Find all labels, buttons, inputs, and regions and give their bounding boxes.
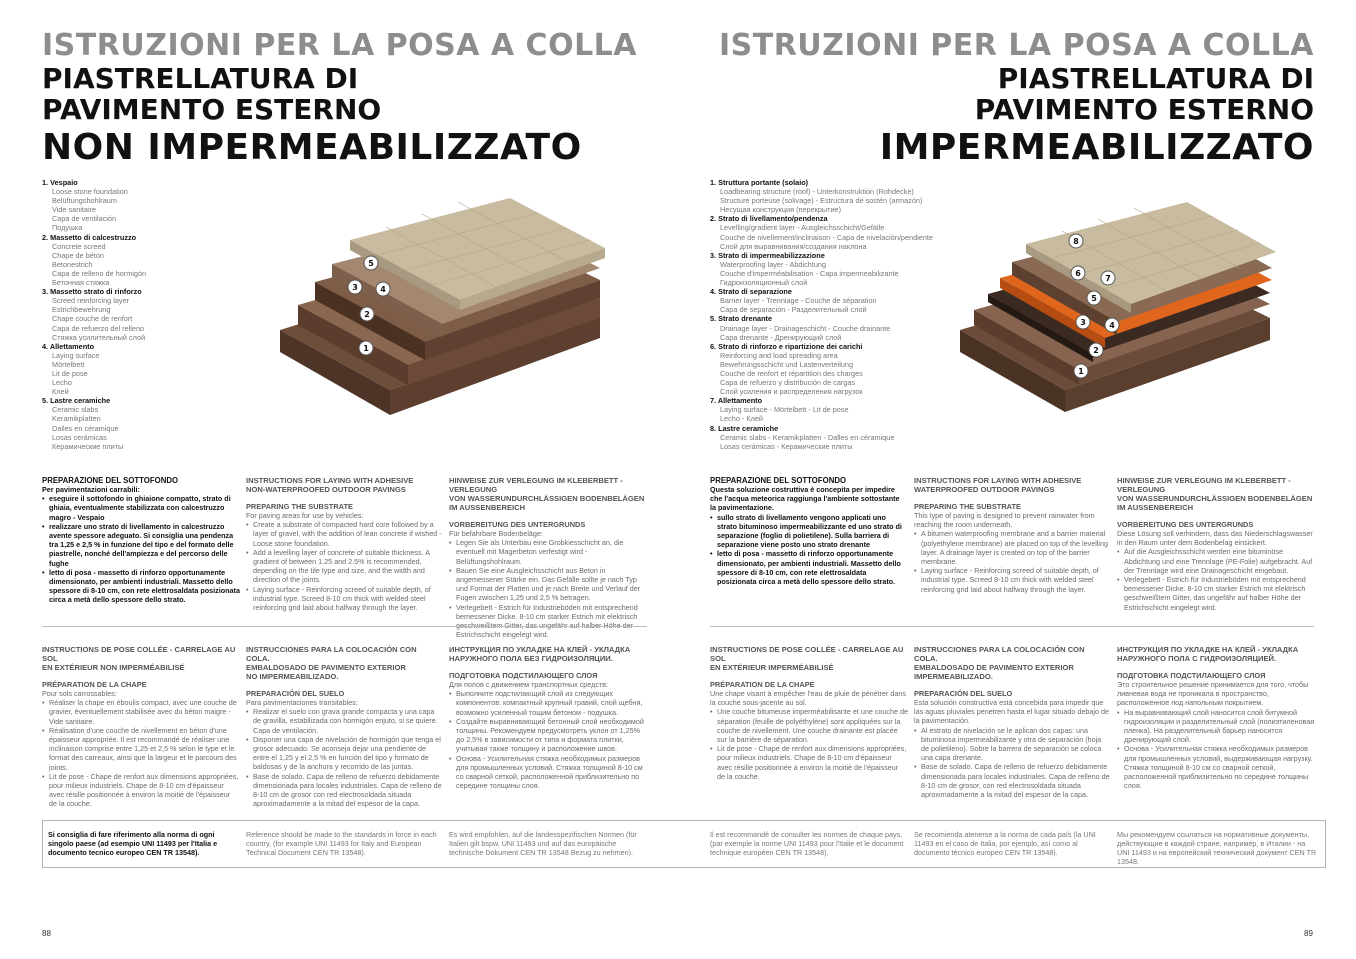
right-legend-title: 1. Struttura portante (solaio) bbox=[710, 178, 809, 187]
right-legend bbox=[710, 178, 950, 451]
bullet-item: • Создайте выравнивающий бетонный слой необходимой толщины. Рекомендуем предусмотреть уклон от 1,25% до 2,5% в зависимости от типа и формата плитки, учитывая также толщину и расположение швов. bbox=[449, 717, 647, 754]
left-legend-title: 4. Allettamento bbox=[42, 341, 95, 351]
left-legend bbox=[42, 178, 252, 451]
right-col-en-heading1: INSTRUCTIONS FOR LAYING WITH ADHESIVE bbox=[914, 476, 1082, 485]
bullet-item: • Выполните подстилающий слой из следующих компонентов: компактный крупный гравий, слой щебня, возможно усиленный тощим бетоном - подушка. bbox=[449, 689, 647, 717]
left-legend-sub: Chape couche de renfort bbox=[52, 314, 133, 324]
right-legend-sub: Barrier layer - Trennlage - Couche de séparation bbox=[720, 296, 877, 306]
left-badge-4 bbox=[376, 282, 390, 296]
right-col-it-list bbox=[710, 513, 906, 587]
svg-text:1: 1 bbox=[363, 344, 369, 353]
left-col-ru bbox=[449, 645, 647, 790]
right-legend-sub: Несущая конструкция (перекрытие) bbox=[720, 205, 842, 215]
left-badge-1 bbox=[359, 341, 373, 355]
left-title-big: NON IMPERMEABILIZZATO bbox=[42, 127, 582, 168]
left-col-fr-intro: Pour sols carrossables: bbox=[42, 689, 117, 698]
left-legend-sub: Screed reinforcing layer bbox=[52, 296, 130, 306]
page-number-left: 88 bbox=[42, 929, 51, 938]
left-col-de-list bbox=[449, 538, 647, 639]
right-col-ru-list bbox=[1117, 708, 1315, 791]
left-col-it bbox=[42, 476, 240, 605]
right-legend-title: 5. Strato drenante bbox=[710, 314, 773, 324]
right-col-it-intro: Questa soluzione costruttiva è concepita per impedire che l'acqua meteorica raggiunga l'ambiente sottostante la pavimentazione. bbox=[710, 485, 900, 513]
left-col-it-intro: Per pavimentazioni carrabili: bbox=[42, 485, 140, 494]
bullet-item: • Base de solado. Capa de relleno de refuerzo debidamente dimensionada para locales industriales. Capa de relleno de 8-10 cm de grosor, con red electrosoldada situada aproximadamente a la mitad del espesor de la capa. bbox=[914, 762, 1110, 799]
left-legend-sub: Capa de relleno de hormigón bbox=[52, 268, 147, 278]
left-col-es bbox=[246, 645, 442, 808]
right-legend-sub: Ceramic slabs - Keramikplatten - Dalles en céramique bbox=[720, 432, 895, 442]
left-col-en bbox=[246, 476, 442, 612]
right-col-de-list bbox=[1117, 547, 1315, 611]
note-fr: Il est recommandé de consulter les normes de chaque pays, (par exemple la norme UNI 11493 pour l'Italie et le document technique européen CEN TR 13548). bbox=[710, 830, 904, 857]
left-legend-sub: Керамические плиты bbox=[52, 441, 124, 451]
left-col-es-heading3: NO IMPERMEABILIZADO. bbox=[246, 672, 339, 681]
left-col-ru-intro: Для полов с движением транспортных средств: bbox=[449, 680, 609, 689]
left-col-de bbox=[449, 476, 647, 639]
left-col-fr bbox=[42, 645, 240, 809]
bullet-item: • Realizar el suelo con grava grande compacta y una capa de gravilla, estabilizada con hormigón enjuto, si se quiere. Capa de ventilación. bbox=[246, 707, 442, 735]
left-col-es-intro: Para pavimentaciones transitables: bbox=[246, 698, 358, 707]
right-col-de-sub: VORBEREITUNG DES UNTERGRUNDS bbox=[1117, 520, 1254, 529]
page-number-right: 89 bbox=[1304, 929, 1313, 938]
right-legend-title: 7. Allettamento bbox=[710, 396, 763, 406]
left-col-de-heading2: VON WASSERUNDURCHLÄSSIGEN BODENBELÄGEN bbox=[449, 494, 645, 503]
left-legend-sub: Mörtelbett bbox=[52, 359, 85, 369]
note-de: Es wird empfohlen, auf die landesspezifischen Normen (für Italien gilt bspw. UNI 11493 und auf das europäische technische Dokument CEN TR 13548 Bezug zu nehmen). bbox=[449, 830, 637, 857]
left-legend-sub: Стяжка усилительный слой bbox=[52, 332, 146, 342]
right-col-fr-heading2: EN EXTÉRIEUR IMPERMÉABILISÉ bbox=[710, 663, 834, 672]
bullet-item: • Lit de pose - Chape de renfort aux dimensions appropriées, pour milieux industriels. Chape de 8-10 cm d'épaisseur avec résille positionnée à environ la moitié de l'épaisseur de la couche. bbox=[42, 772, 240, 809]
left-legend-title: 1. Vespaio bbox=[42, 178, 78, 187]
right-col-ru bbox=[1117, 645, 1315, 790]
left-col-fr-heading2: EN EXTÉRIEUR NON IMPERMÉABILISÉ bbox=[42, 663, 185, 672]
right-legend-sub: Laying surface - Mörtelbett - Lit de pose bbox=[720, 405, 849, 415]
left-legend-sub: Lecho bbox=[52, 378, 72, 388]
right-legend-sub: Couche de renfort et répartition des charges bbox=[720, 368, 863, 378]
right-col-es-heading1: INSTRUCCIONES PARA LA COLOCACIÓN CON COLA. bbox=[914, 645, 1085, 663]
bullet-item: • letto di posa - massetto di rinforzo opportunamente dimensionato, per ambienti industriali. Massetto dello spessore di 8-10 cm, con rete elettrosaldata posizionata circa a metà dello spessore dello strato. bbox=[42, 568, 240, 605]
left-legend-sub: Vide sanitaire bbox=[52, 205, 97, 215]
right-col-fr-intro: Une chape visant à empêcher l'eau de pluie de pénétrer dans la couche sous-jacente au sol. bbox=[710, 689, 906, 708]
bullet-item: • Create a substrate of compacted hard core followed by a layer of gravel, with the addition of lean concrete if wished - Loose stone foundation. bbox=[246, 520, 442, 548]
right-col-en bbox=[914, 476, 1110, 594]
left-col-es-heading2: EMBALDOSADO DE PAVIMENTO EXTERIOR bbox=[246, 663, 406, 672]
right-legend-sub: Capa drenante - Дренирующий слой bbox=[720, 332, 842, 342]
left-legend-sub: Laying surface bbox=[52, 350, 100, 360]
right-badge-7 bbox=[1101, 271, 1115, 285]
right-col-en-intro: This type of paving is designed to prevent rainwater from reaching the room underneath. bbox=[914, 511, 1095, 530]
left-legend-sub: Capa de refuerzo del relleno bbox=[52, 323, 145, 333]
left-col-es-sub: PREPARACIÓN DEL SUELO bbox=[246, 689, 345, 698]
right-legend-title: 2. Strato di livellamento/pendenza bbox=[710, 214, 828, 224]
bullet-item: • A bitumen waterproofing membrane and a barrier material (polyethylene membrane) are placed on top of the levelling layer. A drainage layer is created on top of the barrier membrane. bbox=[914, 529, 1110, 566]
svg-text:5: 5 bbox=[368, 259, 374, 268]
left-col-ru-heading2: НАРУЖНОГО ПОЛА БЕЗ ГИДРОИЗОЛЯЦИИ. bbox=[449, 654, 613, 663]
bullet-item: • realizzare uno strato di livellamento in calcestruzzo avente spessore adeguato. Si consiglia una pendenza tra 1,25 e 2,5 % in funzione del tipo e del formato delle piastrelle, nonché dell'ampiezza e del percorso delle fughe bbox=[42, 522, 240, 568]
bullet-item: • eseguire il sottofondo in ghiaione compatto, strato di ghiaia, eventualmente stabilizzata con calcestruzzo magro - Vespaio bbox=[42, 494, 240, 522]
right-legend-sub: Couche d'imperméabilisation - Capa impermeabilizante bbox=[720, 268, 899, 278]
right-badge-6 bbox=[1071, 266, 1085, 280]
left-col-en-intro: For paving areas for use by vehicles: bbox=[246, 511, 364, 520]
right-col-fr-list bbox=[710, 707, 908, 781]
left-kicker-title: ISTRUZIONI PER LA POSA A COLLA bbox=[42, 28, 638, 63]
right-layers-illustration bbox=[940, 190, 1320, 430]
right-badge-8 bbox=[1069, 234, 1083, 248]
bullet-item: • Une couche bitumeuse imperméabilisante et une couche de séparation (feuille de polyéthylène) sont appliquées sur la couche de nivellement. Une couche drainante est placée sur la barrière de séparation. bbox=[710, 707, 908, 744]
bullet-item: • Bauen Sie eine Ausgleichsschicht aus Beton in angemessener Stärke ein. Das Gefälle sollte je nach Typ und Format der Platten und je nach Breite und Verlauf der Fugen zwischen 1,25 und 2,5 % betragen. bbox=[449, 566, 647, 603]
right-title-line1: PIASTRELLATURA DI bbox=[997, 62, 1314, 95]
right-legend-title: 8. Lastre ceramiche bbox=[710, 423, 779, 433]
left-legend-sub: Lit de pose bbox=[52, 368, 88, 378]
svg-text:2: 2 bbox=[1093, 346, 1099, 355]
right-badge-1 bbox=[1074, 364, 1088, 378]
left-col-fr-sub: PRÉPARATION DE LA CHAPE bbox=[42, 680, 147, 689]
bullet-item: • Laying surface - Reinforcing screed of suitable depth, of industrial type. Screed 8-10 cm thick with welded steel reinforcing grid laid about halfway through the layer. bbox=[246, 585, 442, 613]
right-badge-3 bbox=[1076, 315, 1090, 329]
bullet-item: • Réalisation d'une couche de nivellement en béton d'une épaisseur appropriée. Il est recommandé de réaliser une inclinaison comprise entre 1,25 et 2,5 % selon le type et le format des carreaux, ainsi que la largeur et le parcours des joints. bbox=[42, 726, 240, 772]
svg-text:3: 3 bbox=[1080, 318, 1086, 327]
left-legend-sub: Бетонная стяжка bbox=[52, 278, 110, 288]
bullet-item: • Основа - Усилительная стяжка необходимых размеров для промышленных условий, выдерживающая нагрузку. Стяжка толщиной 8-10 см со сварной сеткой, расположенной приблизительно по середине толщины слоя. bbox=[1117, 744, 1315, 790]
right-legend-sub: Слой усиления и распределения нагрузок bbox=[720, 387, 863, 397]
right-kicker-title: ISTRUZIONI PER LA POSA A COLLA bbox=[718, 28, 1314, 63]
right-col-en-list bbox=[914, 529, 1110, 593]
left-badge-2 bbox=[360, 307, 374, 321]
bullet-item: • Disponer una capa de nivelación de hormigón que tenga el grosor adecuado. Se aconseja dejar una pendiente de entre el 1,25 y el 2,5 % en función del tipo y formato de baldosas y de la anchura y recorrido de las juntas. bbox=[246, 735, 442, 772]
right-legend-sub: Гидроизоляционный слой bbox=[720, 278, 808, 288]
bullet-item: • Base de solado. Capa de relleno de refuerzo debidamente dimensionada para locales industriales. Capa de relleno de 8-10 cm de grosor con red electrosoldada situada aproximadamente a la mitad del espesor de la capa. bbox=[246, 772, 442, 809]
left-layers-illustration bbox=[270, 180, 700, 450]
right-legend-sub: Capa de refuerzo y distribución de cargas bbox=[720, 378, 856, 388]
right-col-de-heading2: VON WASSERUNDURCHLÄSSIGEN BODENBELÄGEN bbox=[1117, 494, 1313, 503]
left-legend-sub: Chape de béton bbox=[52, 250, 104, 260]
right-col-es-sub: PREPARACIÓN DEL SUELO bbox=[914, 689, 1013, 698]
left-legend-sub: Losas cerámicas bbox=[52, 432, 107, 442]
right-col-it-heading: PREPARAZIONE DEL SOTTOFONDO bbox=[710, 476, 847, 485]
left-col-es-heading1: INSTRUCCIONES PARA LA COLOCACIÓN CON COLA. bbox=[246, 645, 417, 663]
left-col-ru-list bbox=[449, 689, 647, 790]
bullet-item: • sullo strato di livellamento vengono applicati uno strato bituminoso impermeabilizzante ed uno strato di separazione (foglio di polietilene). Sulla barriera di separazione viene posto uno strato drenante bbox=[710, 513, 906, 550]
svg-text:4: 4 bbox=[380, 285, 386, 294]
right-col-de-heading1: HINWEISE ZUR VERLEGUNG IM KLEBERBETT - VERLEGUNG bbox=[1117, 476, 1291, 494]
right-col-es-heading3: IMPERMEABILIZADO. bbox=[914, 672, 993, 681]
bullet-item: • Legen Sie als Unterbau eine Grobkiesschicht an, die eventuell mit Magerbeton verfestigt wird - Belüftungshohlraum. bbox=[449, 538, 647, 566]
right-col-en-heading2: WATERPROOFED OUTDOOR PAVINGS bbox=[914, 485, 1055, 494]
right-col-ru-sub: ПОДГОТОВКА ПОДСТИЛАЮЩЕГО СЛОЯ bbox=[1117, 671, 1266, 680]
note-it: Si consiglia di fare riferimento alla norma di ogni singolo paese (ad esempio UNI 11493 per l'Italia e documento tecnico europeo CEN TR 13548). bbox=[48, 830, 218, 857]
left-title-line1: PIASTRELLATURA DI bbox=[42, 62, 359, 95]
left-badge-3 bbox=[348, 280, 362, 294]
left-title-line2: PAVIMENTO ESTERNO bbox=[42, 93, 382, 126]
left-col-ru-sub: ПОДГОТОВКА ПОДСТИЛАЮЩЕГО СЛОЯ bbox=[449, 671, 598, 680]
right-divider bbox=[710, 626, 1314, 627]
svg-text:1: 1 bbox=[1078, 367, 1084, 376]
left-legend-sub: Keramikplatten bbox=[52, 414, 101, 424]
left-divider bbox=[42, 626, 647, 627]
right-col-ru-heading1: ИНСТРУКЦИЯ ПО УКЛАДКЕ НА КЛЕЙ - УКЛАДКА bbox=[1117, 645, 1299, 654]
note-en: Reference should be made to the standards in force in each country, (for example UNI 11493 for Italy and European Technical Document CEN TR 13548). bbox=[246, 830, 437, 857]
bullet-item: • Add a levelling layer of concrete of suitable thickness. A gradient of between 1.25 and 2.5% is recommended, depending on the tile type and size, and the width and direction of the joints. bbox=[246, 548, 442, 585]
right-legend-title: 6. Strato di rinforzo e ripartizione dei carichi bbox=[710, 341, 863, 351]
right-col-es-heading2: EMBALDOSADO DE PAVIMENTO EXTERIOR bbox=[914, 663, 1074, 672]
right-legend-sub: Levelling/gradient layer - Ausgleichsschicht/Gefälle bbox=[720, 223, 885, 233]
left-col-en-heading2: NON-WATERPROOFED OUTDOOR PAVINGS bbox=[246, 485, 406, 494]
left-col-es-list bbox=[246, 707, 442, 808]
left-legend-sub: Подушка bbox=[52, 223, 83, 233]
left-col-de-heading3: IM AUSSENBEREICH bbox=[449, 503, 526, 512]
left-col-it-list bbox=[42, 494, 240, 604]
left-legend-sub: Estrichbewehrung bbox=[52, 305, 111, 315]
left-col-de-heading1: HINWEISE ZUR VERLEGUNG IM KLEBERBETT - VERLEGUNG bbox=[449, 476, 623, 494]
right-badge-4 bbox=[1105, 318, 1119, 332]
right-title-line2: PAVIMENTO ESTERNO bbox=[974, 93, 1314, 126]
right-legend-sub: Loadbearing structure (roof) - Unterkonstruktion (Rohdecke) bbox=[720, 187, 914, 197]
svg-text:3: 3 bbox=[352, 283, 358, 292]
right-legend-sub: Слой для выравнивания/создания наклона bbox=[720, 241, 867, 251]
left-col-it-heading: PREPARAZIONE DEL SOTTOFONDO bbox=[42, 476, 179, 485]
right-legend-title: 4. Strato di separazione bbox=[710, 287, 792, 297]
svg-text:6: 6 bbox=[1075, 269, 1081, 278]
left-col-ru-heading1: ИНСТРУКЦИЯ ПО УКЛАДКЕ НА КЛЕЙ - УКЛАДКА bbox=[449, 645, 631, 654]
right-title-big: IMPERMEABILIZZATO bbox=[879, 127, 1314, 168]
svg-text:7: 7 bbox=[1105, 274, 1111, 283]
note-es: Se recomienda atenerse a la norma de cada país (la UNI 11493 en el caso de Italia, por ejemplo, así como al documento técnico europeo CEN TR 13548). bbox=[914, 830, 1096, 857]
right-col-es-list bbox=[914, 726, 1110, 800]
left-legend-title: 2. Massetto di calcestruzzo bbox=[42, 232, 137, 242]
left-legend-sub: Loose stone foundation bbox=[52, 187, 128, 197]
left-legend-title: 5. Lastre ceramiche bbox=[42, 396, 111, 406]
svg-text:4: 4 bbox=[1109, 321, 1115, 330]
svg-text:2: 2 bbox=[364, 310, 370, 319]
right-col-en-sub: PREPARING THE SUBSTRATE bbox=[914, 502, 1021, 511]
left-legend-sub: Betonestrich bbox=[52, 259, 93, 269]
bullet-item: • Auf die Ausgleichsschicht werden eine bituminöse Abdichtung und eine Trennlage (PE-Folie) aufgebracht. Auf der Trennlage wird eine Drainageschicht eingebaut. bbox=[1117, 547, 1315, 575]
right-col-es-intro: Esta solución constructiva está concebida para impedir que las aguas pluviales penetren hasta el lugar situado debajo de la pavimentación. bbox=[914, 698, 1109, 726]
right-col-fr-heading1: INSTRUCTIONS DE POSE COLLÉE - CARRELAGE AU SOL bbox=[710, 645, 904, 663]
bullet-item: • На выравнивающий слой наносится слой битумной гидроизоляции и разделительный слой (полиэтиленовая пленка). На разделительный барьер наносится дренирующий слой. bbox=[1117, 708, 1315, 745]
bullet-item: • Réaliser la chape en éboulis compact, avec une couche de gravier, éventuellement stabilisée avec du béton maigre - Vide sanitaire. bbox=[42, 698, 240, 726]
right-col-fr bbox=[710, 645, 908, 781]
bullet-item: • Verlegebett - Estrich für Industrieböden mit entsprechend bemessener Dicke. 8-10 cm starker Estrich mit elektrisch geschweißtem Gitter, das ungefähr auf halber Höhe der Estrichschicht eingelegt wird. bbox=[449, 603, 647, 640]
svg-text:8: 8 bbox=[1073, 237, 1079, 246]
right-col-de bbox=[1117, 476, 1315, 612]
left-legend-sub: Belüftungshohlraum bbox=[52, 196, 117, 206]
right-col-fr-sub: PRÉPARATION DE LA CHAPE bbox=[710, 680, 815, 689]
right-col-it bbox=[710, 476, 906, 586]
left-col-en-heading1: INSTRUCTIONS FOR LAYING WITH ADHESIVE bbox=[246, 476, 414, 485]
right-legend-sub: Lecho - Клей bbox=[720, 414, 764, 424]
left-col-fr-heading1: INSTRUCTIONS DE POSE COLLÉE - CARRELAGE AU SOL bbox=[42, 645, 236, 663]
bullet-item: • Lit de pose - Chape de renfort aux dimensions appropriées, pour milieux industriels. Chape de 8-10 cm d'épaisseur avec résille positionnée à environ la moitié de l'épaisseur de la couche. bbox=[710, 744, 908, 781]
bullet-item: • Verlegebett - Estrich für Industrieböden mit entsprechend bemessener Dicke. 8-10 cm starker Estrich mit elektrisch geschweißtem Gitter, das ungefähr auf halber Höhe der Estrichschicht eingelegt wird. bbox=[1117, 575, 1315, 612]
bullet-item: • Al estrato de nivelación se le aplican dos capas: una bituminosa impermeabilizante y otra de separación (hoja de polietileno). Sobre la barrera de separación se coloca una capa drenante. bbox=[914, 726, 1110, 763]
left-col-de-sub: VORBEREITUNG DES UNTERGRUNDS bbox=[449, 520, 586, 529]
bullet-item: • letto di posa - massetto di rinforzo opportunamente dimensionato, per ambienti industriali. Massetto dello spessore di 8-10 cm, con rete elettrosaldata posizionata circa a metà dello spessore dello strato. bbox=[710, 549, 906, 586]
left-badge-5 bbox=[364, 256, 378, 270]
right-badge-5 bbox=[1087, 291, 1101, 305]
svg-text:5: 5 bbox=[1091, 294, 1097, 303]
left-col-de-intro: Für befahrbare Bodenbeläge: bbox=[449, 529, 543, 538]
left-legend-sub: Ceramic slabs bbox=[52, 405, 99, 415]
bullet-item: • Основа - Усилительная стяжка необходимых размеров для промышленных условий. Стяжка толщиной 8-10 см со сварной сеткой, расположенной приблизительно по середине толщины слоя. bbox=[449, 754, 647, 791]
right-legend-sub: Bewehrungsschicht und Lastenverteilung bbox=[720, 359, 854, 369]
left-col-en-sub: PREPARING THE SUBSTRATE bbox=[246, 502, 353, 511]
right-legend-sub: Couche de nivellement/inclinaison - Capa de nivelación/pendiente bbox=[720, 232, 933, 242]
left-legend-sub: Concrete screed bbox=[52, 241, 106, 251]
right-badge-2 bbox=[1089, 343, 1103, 357]
left-legend-sub: Dalles en céramique bbox=[52, 423, 119, 433]
right-legend-title: 3. Strato di impermeabilizzazione bbox=[710, 250, 825, 260]
left-col-fr-list bbox=[42, 698, 240, 808]
right-legend-sub: Reinforcing and load spreading area bbox=[720, 350, 838, 360]
right-col-es bbox=[914, 645, 1110, 799]
left-legend-sub: Клей bbox=[52, 387, 69, 397]
right-legend-sub: Losas cerámicas - Керамические плиты bbox=[720, 441, 853, 451]
right-col-ru-intro: Это строительное решение принимается для того, чтобы ливневая вода не проникала в пространство, расположенное под напольным покрытием. bbox=[1117, 680, 1309, 708]
right-legend-sub: Structure porteuse (solivage) - Estructura de sostén (armazón) bbox=[720, 196, 923, 206]
right-col-ru-heading2: НАРУЖНОГО ПОЛА С ГИДРОИЗОЛЯЦИЕЙ. bbox=[1117, 654, 1277, 663]
left-col-en-list bbox=[246, 520, 442, 612]
right-col-de-intro: Diese Lösung soll verhindern, dass das Niederschlagswasser in den Raum unter dem Bodenbelag einsickert. bbox=[1117, 529, 1313, 548]
right-legend-sub: Capa de separación - Разделительный слой bbox=[720, 305, 867, 315]
right-col-de-heading3: IM AUSSENBEREICH bbox=[1117, 503, 1194, 512]
right-legend-sub: Waterproofing layer - Abdichtung bbox=[720, 259, 826, 269]
bullet-item: • Laying surface - Reinforcing screed of suitable depth, of industrial type. Screed 8-10 cm thick with welded steel reinforcing grid laid about halfway through the layer. bbox=[914, 566, 1110, 594]
left-legend-sub: Capa de ventilación bbox=[52, 214, 117, 224]
right-legend-sub: Drainage layer - Drainageschicht - Couche drainante bbox=[720, 323, 891, 333]
left-legend-title: 3. Massetto strato di rinforzo bbox=[42, 287, 142, 297]
note-ru: Мы рекомендуем ссылаться на нормативные документы, действующие в каждой стране, например, в Италии - на UNI 11493 и на европейский технический документ CEN TR 13548. bbox=[1117, 830, 1317, 866]
